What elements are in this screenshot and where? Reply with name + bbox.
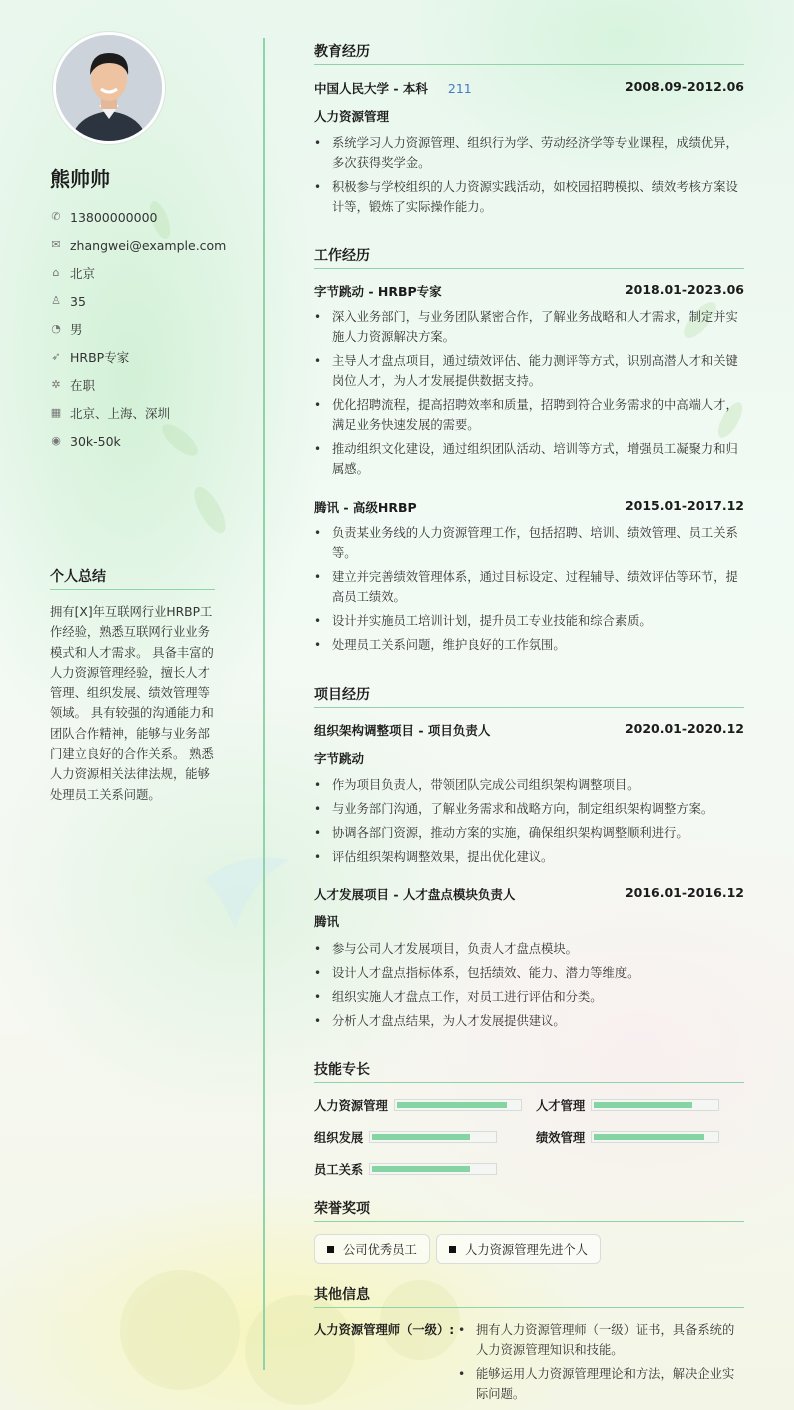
skill-bar-fill (594, 1102, 692, 1108)
education-bullets (314, 133, 744, 221)
education-major: 人力资源管理 (314, 109, 390, 124)
list-item: • 设计人才盘点指标体系，包括绩效、能力、潜力等维度。 (314, 963, 744, 983)
phone-icon: ✆ (51, 210, 61, 223)
contact-info-text: 30k-50k (70, 433, 121, 449)
other-bullets (458, 1320, 744, 1408)
list-item: • 主导人才盘点项目，通过绩效评估、能力测评等方式，识别高潜人才和关键岗位人才，为人才发展提供数据支持。 (314, 351, 744, 391)
list-item: • 系统学习人力资源管理、组织行为学、劳动经济学等专业课程，成绩优异，多次获得奖学金。 (314, 133, 744, 173)
skill-bar-fill (594, 1134, 704, 1140)
skill-bar (591, 1099, 719, 1111)
skill-item (536, 1096, 719, 1114)
list-item: • 处理员工关系问题，维护良好的工作氛围。 (314, 635, 744, 655)
contact-info-text: zhangwei@example.com (70, 237, 227, 253)
job-bullets (314, 307, 744, 483)
skills-title: 技能专长 (314, 1059, 744, 1083)
job-company: 字节跳动 - HRBP专家 (314, 284, 442, 299)
skill-bar-fill (372, 1134, 470, 1140)
certificate-label: 人力资源管理师（一级）: (314, 1323, 455, 1337)
job-date: 2015.01-2017.12 (624, 498, 744, 513)
list-item: • 优化招聘流程，提高招聘效率和质量，招聘到符合业务需求的中高端人才，满足业务快速发展的需要。 (314, 395, 744, 435)
project-bullets (314, 939, 744, 1035)
avatar (53, 32, 165, 144)
list-item: • 能够运用人力资源管理理论和方法，解决企业实际问题。 (458, 1364, 744, 1404)
other-title: 其他信息 (314, 1284, 744, 1308)
gender-icon: ◔ (51, 322, 61, 335)
contact-info-item (50, 343, 226, 371)
skill-item (314, 1160, 497, 1178)
school-tag: 211 (447, 81, 472, 96)
contact-info-text: 在职 (70, 378, 96, 393)
project-header (314, 885, 744, 903)
projects-title: 项目经历 (314, 684, 744, 708)
square-bullet-icon (327, 1246, 334, 1253)
position-icon: ➶ (51, 350, 61, 363)
skill-name: 员工关系 (314, 1163, 364, 1177)
contact-info-item (50, 315, 226, 343)
contact-info-list (50, 203, 226, 455)
skill-bar-fill (397, 1102, 507, 1108)
award-badge (436, 1234, 601, 1264)
contact-info-item (50, 287, 226, 315)
project-org: 字节跳动 (314, 751, 365, 766)
skill-bar (369, 1163, 497, 1175)
education-title: 教育经历 (314, 41, 744, 65)
skill-item (536, 1128, 719, 1146)
skill-name: 人力资源管理 (314, 1099, 388, 1113)
square-bullet-icon (449, 1246, 456, 1253)
job-company: 腾讯 - 高级HRBP (314, 500, 417, 515)
contact-info-text: 13800000000 (70, 209, 158, 225)
list-item: • 负责某业务线的人力资源管理工作，包括招聘、培训、绩效管理、员工关系等。 (314, 523, 744, 563)
status-icon: ✲ (51, 378, 61, 391)
list-item: • 评估组织架构调整效果，提出优化建议。 (314, 847, 744, 867)
contact-info-item (50, 371, 226, 399)
skill-item (314, 1128, 497, 1146)
list-item: • 分析人才盘点结果，为人才发展提供建议。 (314, 1011, 744, 1031)
job-date: 2018.01-2023.06 (624, 282, 744, 297)
project-date: 2020.01-2020.12 (624, 721, 744, 736)
school-name: 中国人民大学 - 本科 (314, 81, 428, 96)
list-item: • 设计并实施员工培训计划，提升员工专业技能和综合素质。 (314, 611, 744, 631)
skill-bar-fill (372, 1166, 470, 1172)
list-item: • 参与公司人才发展项目，负责人才盘点模块。 (314, 939, 744, 959)
skill-name: 人才管理 (536, 1099, 586, 1113)
award-label: 公司优秀员工 (343, 1243, 417, 1257)
contact-info-item (50, 427, 226, 455)
age-icon: ♙ (51, 294, 61, 307)
education-header (314, 79, 744, 97)
skill-name: 绩效管理 (536, 1131, 586, 1145)
list-item: • 拥有人力资源管理师（一级）证书，具备系统的人力资源管理知识和技能。 (458, 1320, 744, 1360)
contact-info-text: 北京、上海、深圳 (70, 406, 171, 421)
contact-info-text: 北京 (70, 266, 96, 281)
column-divider (263, 38, 265, 1370)
contact-info-item (50, 259, 226, 287)
contact-info-item (50, 231, 226, 259)
project-org: 腾讯 (314, 914, 340, 929)
city-icon: ▦ (50, 406, 62, 419)
list-item: • 建立并完善绩效管理体系，通过目标设定、过程辅导、绩效评估等环节，提高员工绩效。 (314, 567, 744, 607)
project-bullets (314, 775, 744, 871)
skill-item (314, 1096, 522, 1114)
awards-title: 荣誉奖项 (314, 1198, 744, 1222)
contact-info-item (50, 203, 226, 231)
contact-info-text: 男 (70, 322, 83, 337)
list-item: • 推动组织文化建设，通过组织团队活动、培训等方式，增强员工凝聚力和归属感。 (314, 439, 744, 479)
contact-info-item (50, 399, 226, 427)
list-item: • 组织实施人才盘点工作，对员工进行评估和分类。 (314, 987, 744, 1007)
list-item: • 积极参与学校组织的人力资源实践活动，如校园招聘模拟、绩效考核方案设计等，锻炼了实际操作能力。 (314, 177, 744, 217)
project-name: 人才发展项目 - 人才盘点模块负责人 (314, 887, 516, 902)
project-name: 组织架构调整项目 - 项目负责人 (314, 723, 491, 738)
project-header (314, 721, 744, 739)
summary-text: 拥有[X]年互联网行业HRBP工作经验，熟悉互联网行业业务模式和人才需求。 具备丰富的人力资源管理经验，擅长人才管理、组织发展、绩效管理等领域。 具有较强的沟通能力和团队合作精神，能够与业务部门建立良好的合作关系。 熟悉人力资源相关法律法规，能够处理员工关系问题。 (50, 605, 214, 802)
skill-bar (369, 1131, 497, 1143)
skill-bar (394, 1099, 522, 1111)
job-header (314, 282, 744, 300)
summary-title: 个人总结 (50, 566, 215, 590)
contact-info-text: 35 (70, 293, 86, 309)
job-bullets (314, 523, 744, 659)
list-item: • 作为项目负责人，带领团队完成公司组织架构调整项目。 (314, 775, 744, 795)
profile-name: 熊帅帅 (50, 167, 110, 191)
salary-icon: ◉ (51, 434, 61, 447)
list-item: • 与业务部门沟通，了解业务需求和战略方向，制定组织架构调整方案。 (314, 799, 744, 819)
project-date: 2016.01-2016.12 (624, 885, 744, 900)
work-title: 工作经历 (314, 245, 744, 269)
skill-bar (591, 1131, 719, 1143)
person-avatar-icon (56, 35, 162, 141)
list-item: • 深入业务部门，与业务团队紧密合作，了解业务战略和人才需求，制定并实施人力资源解决方案。 (314, 307, 744, 347)
award-label: 人力资源管理先进个人 (465, 1243, 588, 1257)
award-badge (314, 1234, 430, 1264)
home-icon: ⌂ (52, 266, 60, 279)
contact-info-text: HRBP专家 (70, 350, 130, 365)
education-date: 2008.09-2012.06 (624, 79, 744, 94)
list-item: • 协调各部门资源，推动方案的实施，确保组织架构调整顺利进行。 (314, 823, 744, 843)
mail-icon: ✉ (51, 238, 61, 251)
skill-name: 组织发展 (314, 1131, 364, 1145)
job-header (314, 498, 744, 516)
